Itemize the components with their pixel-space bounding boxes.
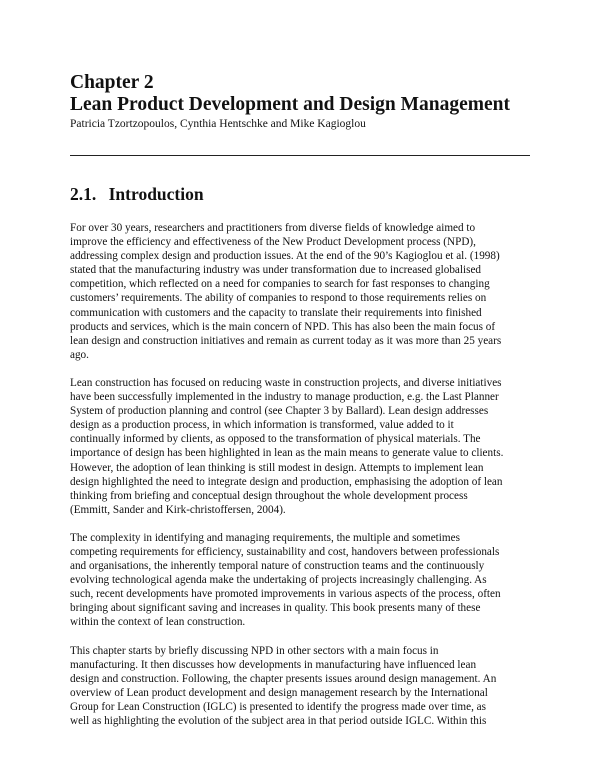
text-line: well as highlighting the evolution of the subject area in that period outside IGLC. Within this [70, 715, 487, 727]
text-line: improve the efficiency and effectiveness of the New Product Development process (NPD), [70, 236, 476, 249]
text-line: stated that the manufacturing industry was under transformation due to increased globalised [70, 264, 482, 277]
text-line: ago. [70, 348, 89, 361]
text-line: bringing about significant saving and increases in quality. This book presents many of these [70, 602, 481, 615]
title-divider [70, 155, 530, 156]
text-line: products and services, which is the main concern of NPD. This has also been the main focus of [70, 320, 496, 333]
text-line: communication with customers and the capacity to translate their requirements into finished [70, 306, 482, 319]
text-line: have been successfully implemented in the industry to manage production, e.g. the Last Planner [70, 391, 499, 404]
text-line: and organisations, the inherently temporal nature of construction teams and the continuously [70, 560, 485, 573]
text-line: competition, which reflected on a need for companies to search for fast responses to changing [70, 278, 490, 291]
text-line: design highlighted the need to integrate design and production, emphasising the adoption of lean [70, 475, 503, 488]
text-line: Lean construction has focused on reducing waste in construction projects, and diverse initiatives [70, 376, 502, 389]
text-line: lean design and construction initiatives and remain as current today as it was more than 25 years [70, 334, 502, 347]
section-heading [70, 183, 204, 205]
text-line: such, recent developments have promoted improvements in various aspects of the process, often [70, 588, 501, 601]
chapter-title: Lean Product Development and Design Management [70, 94, 510, 115]
text-line: The complexity in identifying and managing requirements, the multiple and sometimes [70, 531, 460, 544]
paragraph [70, 221, 532, 362]
text-line: importance of design has been highlighted in lean as the main means to generate value to clients. [70, 447, 504, 460]
section-title: Introduction [108, 184, 204, 204]
text-line: For over 30 years, researchers and practitioners from diverse fields of knowledge aimed to [70, 222, 476, 234]
text-line: continually informed by clients, as opposed to the transformation of physical materials. The [70, 433, 481, 446]
section-number: 2.1. [70, 184, 97, 204]
text-line: However, the adoption of lean thinking is still modest in design. Attempts to implement lean [70, 461, 484, 474]
text-line: design as a production process, in which information is transformed, value added to it [70, 419, 454, 432]
text-line: design and construction. Following, the chapter presents issues around design management. An [70, 672, 497, 685]
text-line: manufacturing. It then discusses how developments in manufacturing have influenced lean [70, 658, 477, 671]
text-line: customers’ requirements. The ability of companies to respond to those requirements relies on [70, 292, 487, 305]
chapter-label: Chapter 2 [70, 72, 154, 93]
text-line: thinking from briefing and conceptual design throughout the whole development process [70, 489, 468, 502]
body-text [70, 221, 532, 742]
paragraph [70, 376, 532, 517]
text-line: evolving technological agenda make the undertaking of projects increasingly challenging. As [70, 574, 487, 587]
text-line: within the context of lean construction. [70, 616, 246, 629]
paragraph [70, 644, 532, 729]
text-line: competing requirements for efficiency, sustainability and cost, handovers between professionals [70, 545, 500, 558]
text-line: addressing complex design and production issues. At the end of the 90’s Kagioglou et al. (1998) [70, 250, 500, 263]
text-line: overview of Lean product development and design management research by the International [70, 686, 488, 699]
text-line: System of production planning and control (see Chapter 3 by Ballard). Lean design addresses [70, 405, 489, 418]
chapter-authors: Patricia Tzortzopoulos, Cynthia Hentschke and Mike Kagioglou [70, 118, 366, 130]
text-line: (Emmitt, Sander and Kirk-christoffersen, 2004). [70, 503, 286, 516]
text-line: Group for Lean Construction (IGLC) is presented to identify the progress made over time, as [70, 700, 487, 713]
paragraph [70, 531, 532, 630]
text-line: This chapter starts by briefly discussing NPD in other sectors with a main focus in [70, 644, 439, 657]
